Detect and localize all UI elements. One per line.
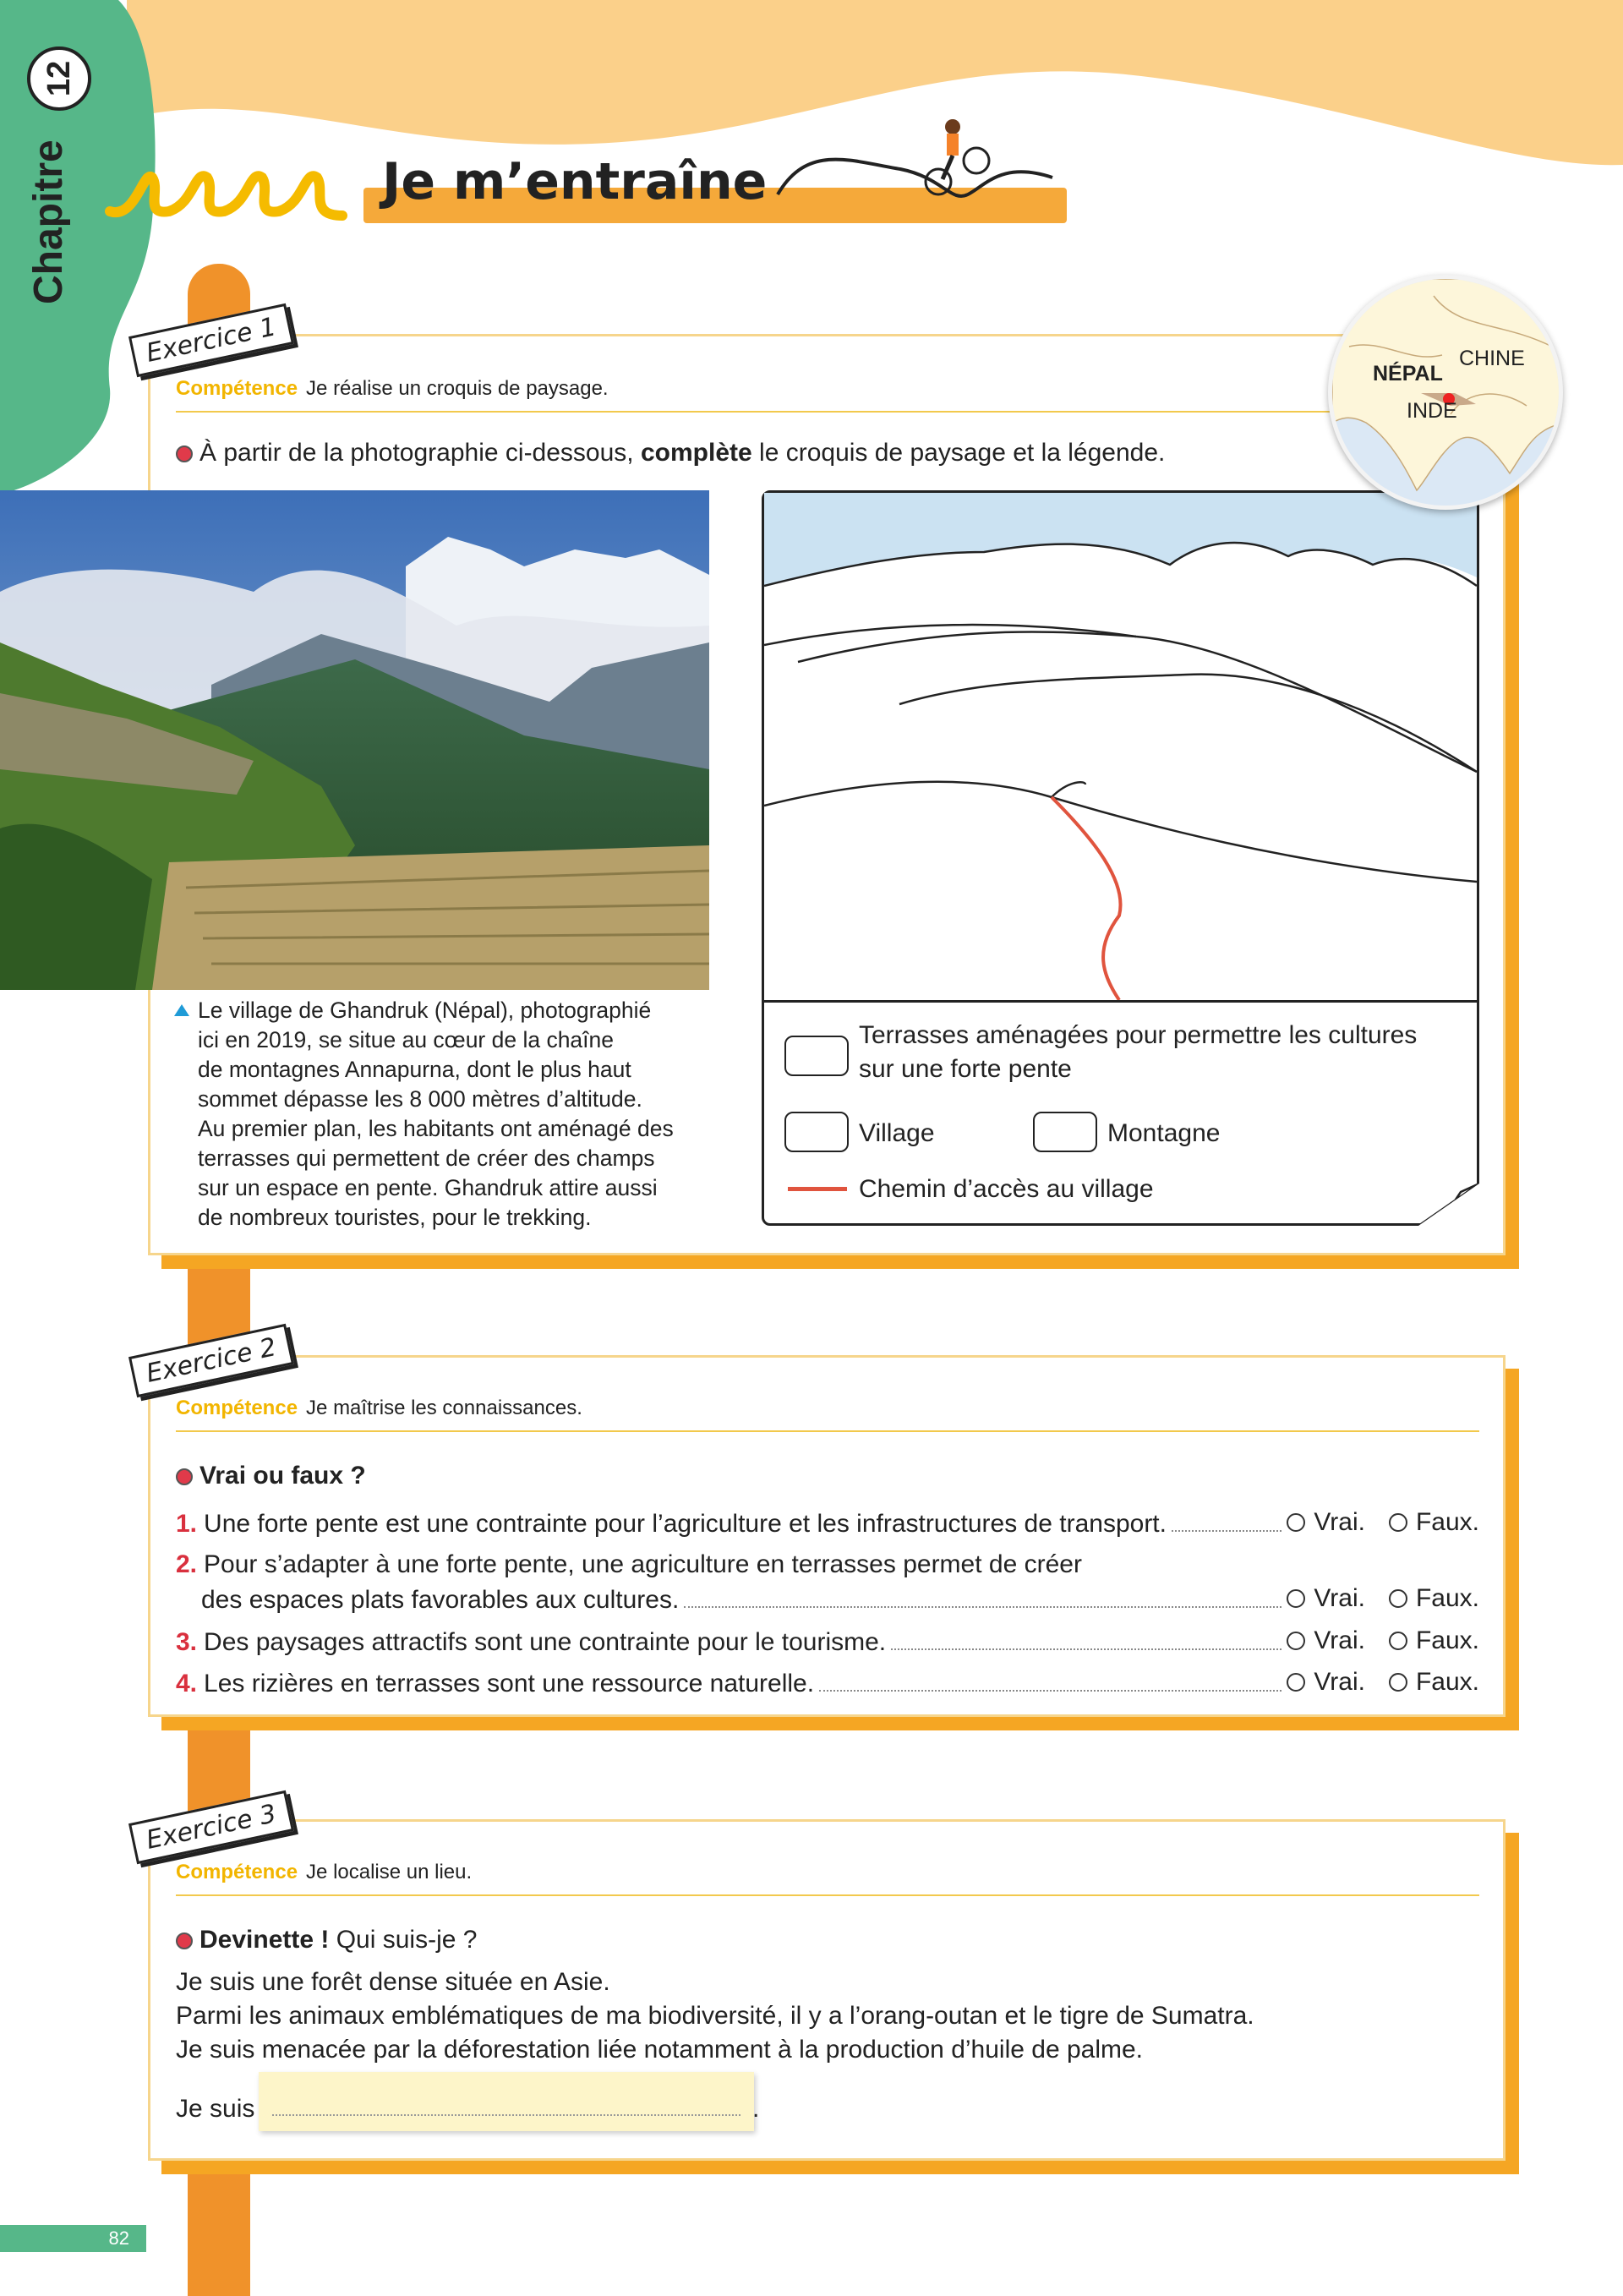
bullet-icon xyxy=(176,446,193,462)
riddle-line: Parmi les animaux emblématiques de ma biodiversité, il y a l’orang-outan et le tigre de Sumatra. xyxy=(176,2002,1254,2030)
photo-caption xyxy=(174,996,674,1233)
exercise1-instruction: À partir de la photographie ci-dessous, complète le croquis de paysage et la légende. xyxy=(176,436,1165,470)
answer-field[interactable] xyxy=(259,2072,754,2131)
exercise2-heading: Vrai ou faux ? xyxy=(176,1459,366,1493)
caption-line: terrasses qui permettent de créer des champs xyxy=(198,1145,655,1171)
divider xyxy=(176,1894,1479,1896)
locator-map xyxy=(1328,275,1563,510)
legend-box-terraces[interactable] xyxy=(784,1036,849,1076)
question-4: 4. Les rizières en terrasses sont une ressource naturelle. Vrai. Faux. xyxy=(176,1668,1479,1697)
chapter-label: Chapitre xyxy=(26,139,71,304)
legend-terraces: Terrasses aménagées pour permettre les cultures sur une forte pente xyxy=(859,1021,1418,1083)
radio-false[interactable]: Faux. xyxy=(1389,1668,1479,1697)
caption-line: sommet dépasse les 8 000 mètres d’altitude. xyxy=(198,1086,642,1112)
legend-path: Chemin d’accès au village xyxy=(859,1175,1154,1203)
radio-true[interactable]: Vrai. xyxy=(1287,1626,1365,1655)
question-2: 2. Pour s’adapter à une forte pente, une agriculture en terrasses permet de créer xyxy=(176,1550,1082,1578)
radio-true[interactable]: Vrai. xyxy=(1287,1508,1365,1537)
exercise3-competence: Compétence Je localise un lieu. xyxy=(176,1861,473,1883)
question-3: 3. Des paysages attractifs sont une contrainte pour le tourisme. Vrai. Faux. xyxy=(176,1626,1479,1656)
exercise1-competence: Compétence Je réalise un croquis de paysage. xyxy=(176,377,609,400)
caption-line: Au premier plan, les habitants ont aménagé des xyxy=(198,1116,674,1141)
question-1: 1. Une forte pente est une contrainte pour l’agriculture et les infrastructures de transport. Vrai. Faux. xyxy=(176,1508,1479,1538)
legend-path-line xyxy=(788,1187,847,1191)
page-title: Je m’entraîne xyxy=(382,152,768,211)
caption-line: sur un espace en pente. Ghandruk attire aussi xyxy=(198,1175,658,1200)
exercise3-tag: Exercice 3 xyxy=(128,1790,294,1864)
caption-line: Le village de Ghandruk (Népal), photographié xyxy=(198,998,652,1023)
map-label-nepal: NÉPAL xyxy=(1373,362,1443,385)
cyclist-icon xyxy=(773,110,1061,203)
riddle-line: Je suis menacée par la déforestation liée notamment à la production d’huile de palme. xyxy=(176,2036,1144,2064)
riddle-text xyxy=(176,1965,1254,2067)
legend-box-village[interactable] xyxy=(784,1112,849,1152)
bullet-icon xyxy=(176,1468,193,1485)
legend-village: Village xyxy=(859,1119,935,1147)
squiggle-icon xyxy=(101,152,355,228)
legend-box-mountain[interactable] xyxy=(1033,1112,1097,1152)
riddle-line: Je suis une forêt dense située en Asie. xyxy=(176,1968,610,1996)
exercise2-box xyxy=(148,1355,1506,1717)
map-label-chine: CHINE xyxy=(1459,347,1525,370)
radio-true[interactable]: Vrai. xyxy=(1287,1668,1365,1697)
map-label-inde: INDE xyxy=(1407,399,1457,423)
exercise1-tag: Exercice 1 xyxy=(128,303,294,377)
divider xyxy=(176,1430,1479,1432)
page-number: 82 xyxy=(0,2225,146,2252)
caption-line: de montagnes Annapurna, dont le plus haut xyxy=(198,1057,631,1082)
landscape-sketch xyxy=(762,490,1479,1226)
sketch-drawing xyxy=(764,493,1477,1000)
chapter-number: 12 xyxy=(27,46,91,111)
exercise2-tag: Exercice 2 xyxy=(128,1324,294,1397)
map-land xyxy=(1332,279,1563,510)
divider xyxy=(176,411,1479,413)
question-2-cont: des espaces plats favorables aux cultures. Vrai. Faux. xyxy=(201,1584,1479,1614)
radio-false[interactable]: Faux. xyxy=(1389,1626,1479,1655)
exercise3-box xyxy=(148,1819,1506,2161)
legend-mountain: Montagne xyxy=(1107,1119,1221,1147)
triangle-icon xyxy=(174,1004,189,1016)
exercise3-heading: Devinette ! Qui suis-je ? xyxy=(176,1923,477,1957)
radio-true[interactable]: Vrai. xyxy=(1287,1584,1365,1613)
caption-line: de nombreux touristes, pour le trekking. xyxy=(198,1205,592,1230)
page-curl-icon xyxy=(1418,1184,1479,1226)
radio-false[interactable]: Faux. xyxy=(1389,1584,1479,1613)
exercise2-competence: Compétence Je maîtrise les connaissances. xyxy=(176,1397,582,1419)
bullet-icon xyxy=(176,1932,193,1949)
landscape-photo xyxy=(0,490,709,990)
radio-false[interactable]: Faux. xyxy=(1389,1508,1479,1537)
legend-divider xyxy=(764,1000,1477,1003)
answer-suffix: . xyxy=(752,2095,760,2123)
answer-prefix: Je suis xyxy=(176,2095,255,2123)
caption-line: ici en 2019, se situe au cœur de la chaîne xyxy=(198,1027,615,1052)
